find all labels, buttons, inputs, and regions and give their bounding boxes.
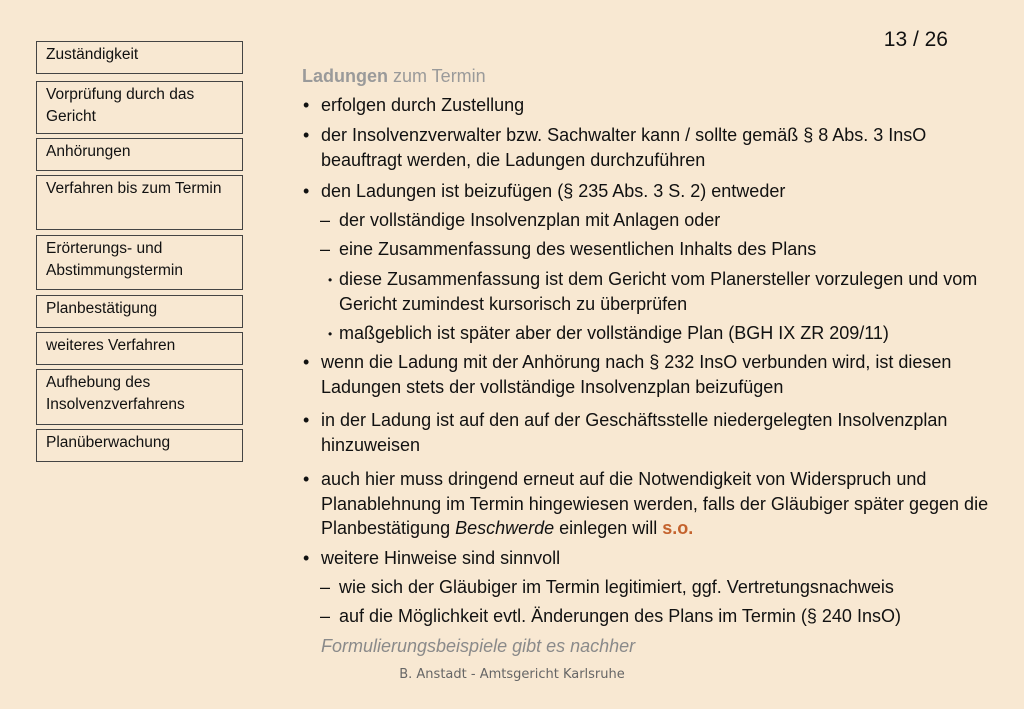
nav-item-weiteres-verfahren[interactable]: weiteres Verfahren	[36, 332, 243, 365]
slide-title-bold: Ladungen	[302, 66, 388, 86]
nav-item-eroerterungstermin[interactable]: Erörterungs- und Abstimmungstermin	[36, 235, 243, 290]
subbullet-vollstaendiger-plan: – der vollständige Insolvenzplan mit Anlagen oder	[302, 208, 1004, 233]
bullet-geschaeftsstelle: • in der Ladung ist auf den auf der Geschäftsstelle niedergelegten Insolvenzplan hinzuweisen	[302, 408, 1001, 457]
nav-item-anhoerungen[interactable]: Anhörungen	[36, 138, 243, 171]
nav-item-planueberwachung[interactable]: Planüberwachung	[36, 429, 243, 462]
subbullet-zusammenfassung: – eine Zusammenfassung des wesentlichen Inhalts des Plans	[302, 237, 1004, 262]
bullet-widerspruch	[302, 467, 1001, 541]
bullet-widerspruch-so: s.o.	[662, 518, 694, 538]
subbullet-aenderungen: – auf die Möglichkeit evtl. Änderungen des Plans im Termin (§ 240 InsO)	[302, 604, 1004, 629]
bullet-widerspruch-text: auch hier muss dringend erneut auf die Notwendigkeit von Widerspruch und Planablehnung im Termin hingewiesen werden, falls der Gläubiger später gegen die Planbestätigung	[321, 469, 989, 538]
bullet-widerspruch-beschwerde: Beschwerde	[455, 518, 555, 538]
nav-item-planbestaetigung[interactable]: Planbestätigung	[36, 295, 243, 328]
nav-item-zustaendigkeit[interactable]: Zuständigkeit	[36, 41, 243, 74]
bullet-widerspruch-text-2: einlegen will	[554, 518, 663, 538]
subsubbullet-planersteller: • diese Zusammenfassung ist dem Gericht vom Planersteller vorzulegen und vom Gericht zumindest kursorisch zu überprüfen	[302, 267, 1004, 316]
slide-title-rest: zum Termin	[388, 66, 486, 86]
bullet-weitere-hinweise: • weitere Hinweise sind sinnvoll	[302, 546, 1001, 571]
page-number: 13 / 26	[883, 28, 948, 51]
nav-item-aufhebung[interactable]: Aufhebung des Insolvenzverfahrens	[36, 369, 243, 425]
subbullet-legitimation: – wie sich der Gläubiger im Termin legitimiert, ggf. Vertretungsnachweis	[302, 575, 1004, 600]
bullet-insolvenzverwalter: • der Insolvenzverwalter bzw. Sachwalter kann / sollte gemäß § 8 Abs. 3 InsO beauftragt werden, die Ladungen durchzuführen	[302, 123, 1001, 172]
slide-title	[302, 64, 1002, 88]
nav-item-verfahren-bis-termin[interactable]: Verfahren bis zum Termin	[36, 175, 243, 230]
bullet-anhoerung: • wenn die Ladung mit der Anhörung nach § 232 InsO verbunden wird, ist diesen Ladungen stets der vollständige Insolvenzplan beizufügen	[302, 350, 1001, 399]
nav-item-vorpruefung[interactable]: Vorprüfung durch das Gericht	[36, 81, 243, 134]
slide-content	[302, 64, 1002, 656]
bullet-zustellung: • erfolgen durch Zustellung	[302, 93, 1001, 118]
footer: B. Anstadt - Amtsgericht Karlsruhe	[399, 667, 625, 682]
example-note: Formulierungsbeispiele gibt es nachher	[321, 636, 636, 656]
subsubbullet-bgh: • maßgeblich ist später aber der vollständige Plan (BGH IX ZR 209/11)	[302, 321, 1004, 346]
bullet-beizufuegen: • den Ladungen ist beizufügen (§ 235 Abs. 3 S. 2) entweder	[302, 179, 1001, 204]
